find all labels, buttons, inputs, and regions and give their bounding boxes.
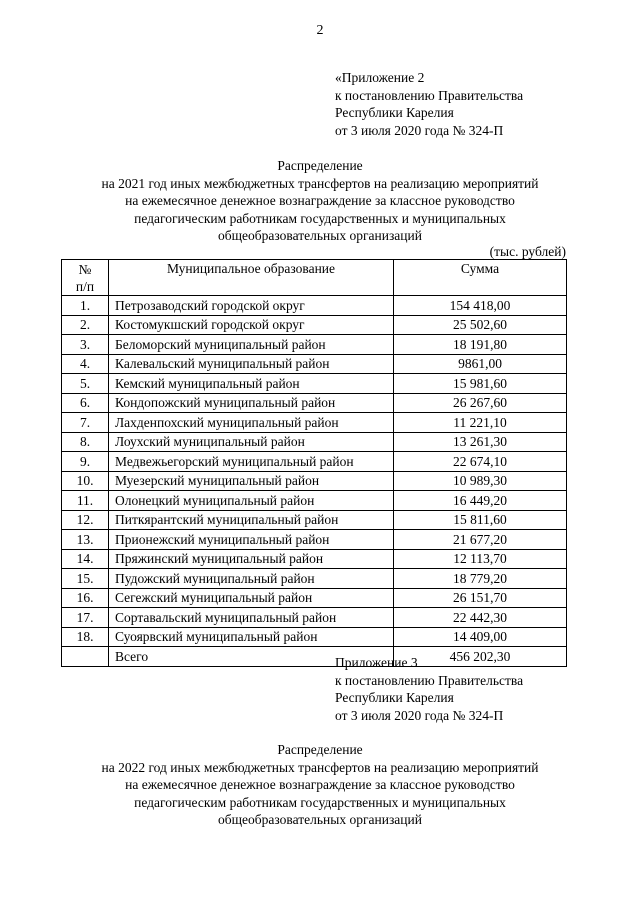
row-municipality: Пудожский муниципальный район — [109, 569, 394, 589]
header-sum: Сумма — [394, 260, 567, 296]
appendix-3-line: Республики Карелия — [335, 690, 454, 705]
row-sum: 14 409,00 — [394, 627, 567, 647]
appendix-3-line: к постановлению Правительства — [335, 672, 524, 688]
row-municipality: Лоухский муниципальный район — [109, 432, 394, 452]
table-row — [62, 530, 567, 550]
table-row — [62, 491, 567, 511]
appendix-3-line: от 3 июля 2020 года № 324-П — [335, 707, 504, 723]
appendix-2-line: от 3 июля 2020 года № 324-П — [335, 122, 504, 138]
appendix-2-block — [335, 69, 523, 139]
row-sum: 21 677,20 — [394, 530, 567, 550]
heading-line: на 2022 год иных межбюджетных трансфертов на реализацию мероприятий — [101, 759, 539, 775]
table-row — [62, 569, 567, 589]
row-municipality: Суоярвский муниципальный район — [109, 627, 394, 647]
row-municipality: Лахденпохский муниципальный район — [109, 413, 394, 433]
appendix-3-block — [335, 654, 523, 724]
row-number: 10. — [62, 471, 109, 491]
distribution-heading-2022 — [0, 741, 640, 829]
header-municipality: Муниципальное образование — [109, 260, 394, 296]
row-municipality: Кондопожский муниципальный район — [109, 393, 394, 413]
heading-line: общеобразовательных организаций — [218, 228, 422, 243]
row-number: 13. — [62, 530, 109, 550]
distribution-heading-2021 — [0, 157, 640, 245]
total-number-empty — [62, 647, 109, 667]
table-row — [62, 627, 567, 647]
row-sum: 22 674,10 — [394, 452, 567, 472]
heading-line: на ежемесячное денежное вознаграждение за классное руководство — [125, 777, 515, 792]
table-row — [62, 471, 567, 491]
table-row — [62, 393, 567, 413]
heading-line: педагогическим работникам государственных и муниципальных — [134, 210, 506, 226]
table-row — [62, 296, 567, 316]
row-sum: 22 442,30 — [394, 608, 567, 628]
row-municipality: Костомукшский городской округ — [109, 315, 394, 335]
row-sum: 13 261,30 — [394, 432, 567, 452]
row-municipality: Муезерский муниципальный район — [109, 471, 394, 491]
row-municipality: Прионежский муниципальный район — [109, 530, 394, 550]
row-number: 14. — [62, 549, 109, 569]
page-number: 2 — [316, 23, 324, 38]
row-municipality: Сегежский муниципальный район — [109, 588, 394, 608]
row-number: 8. — [62, 432, 109, 452]
row-number: 16. — [62, 588, 109, 608]
row-sum: 18 779,20 — [394, 569, 567, 589]
row-municipality: Беломорский муниципальный район — [109, 335, 394, 355]
table-row — [62, 335, 567, 355]
row-municipality: Олонецкий муниципальный район — [109, 491, 394, 511]
row-number: 9. — [62, 452, 109, 472]
table-row — [62, 315, 567, 335]
heading-line: на ежемесячное денежное вознаграждение за классное руководство — [125, 193, 515, 208]
row-number: 6. — [62, 393, 109, 413]
row-municipality: Кемский муниципальный район — [109, 374, 394, 394]
row-number: 11. — [62, 491, 109, 511]
row-sum: 18 191,80 — [394, 335, 567, 355]
header-number-line1: № — [78, 262, 92, 277]
table-row — [62, 510, 567, 530]
row-number: 2. — [62, 315, 109, 335]
row-municipality: Калевальский муниципальный район — [109, 354, 394, 374]
heading-line: общеобразовательных организаций — [218, 812, 422, 827]
appendix-2-line: к постановлению Правительства — [335, 87, 524, 103]
row-sum: 12 113,70 — [394, 549, 567, 569]
table-row — [62, 432, 567, 452]
row-sum: 26 151,70 — [394, 588, 567, 608]
row-number: 7. — [62, 413, 109, 433]
table-row — [62, 413, 567, 433]
row-number: 3. — [62, 335, 109, 355]
row-number: 18. — [62, 627, 109, 647]
table-row — [62, 549, 567, 569]
row-sum: 15 811,60 — [394, 510, 567, 530]
row-sum: 16 449,20 — [394, 491, 567, 511]
row-sum: 15 981,60 — [394, 374, 567, 394]
units-label: (тыс. рублей) — [489, 244, 566, 259]
table-row — [62, 452, 567, 472]
row-municipality: Петрозаводский городской округ — [109, 296, 394, 316]
row-municipality: Медвежьегорский муниципальный район — [109, 452, 394, 472]
row-number: 12. — [62, 510, 109, 530]
heading-line: Распределение — [277, 742, 363, 757]
heading-line: Распределение — [277, 158, 363, 173]
row-sum: 154 418,00 — [394, 296, 567, 316]
row-number: 4. — [62, 354, 109, 374]
row-municipality: Сортавальский муниципальный район — [109, 608, 394, 628]
total-label: Всего — [109, 647, 394, 667]
row-sum: 11 221,10 — [394, 413, 567, 433]
appendix-3-line: Приложение 3 — [335, 655, 418, 670]
table-row — [62, 588, 567, 608]
row-sum: 10 989,30 — [394, 471, 567, 491]
header-number-line2: п/п — [75, 279, 95, 294]
appendix-2-line: Республики Карелия — [335, 105, 454, 120]
distribution-table — [61, 259, 567, 667]
row-municipality: Питкярантский муниципальный район — [109, 510, 394, 530]
table-row — [62, 374, 567, 394]
header-number — [62, 260, 109, 296]
heading-line: педагогическим работникам государственных и муниципальных — [134, 794, 506, 810]
table-row — [62, 608, 567, 628]
table-header-row — [62, 260, 567, 296]
row-number: 17. — [62, 608, 109, 628]
row-municipality: Пряжинский муниципальный район — [109, 549, 394, 569]
row-number: 1. — [62, 296, 109, 316]
table-row — [62, 354, 567, 374]
row-sum: 25 502,60 — [394, 315, 567, 335]
total-sum: 456 202,30 — [394, 647, 567, 667]
appendix-2-line: «Приложение 2 — [335, 70, 425, 85]
row-number: 5. — [62, 374, 109, 394]
row-number: 15. — [62, 569, 109, 589]
heading-line: на 2021 год иных межбюджетных трансфертов на реализацию мероприятий — [101, 175, 539, 191]
row-sum: 26 267,60 — [394, 393, 567, 413]
row-sum: 9861,00 — [394, 354, 567, 374]
